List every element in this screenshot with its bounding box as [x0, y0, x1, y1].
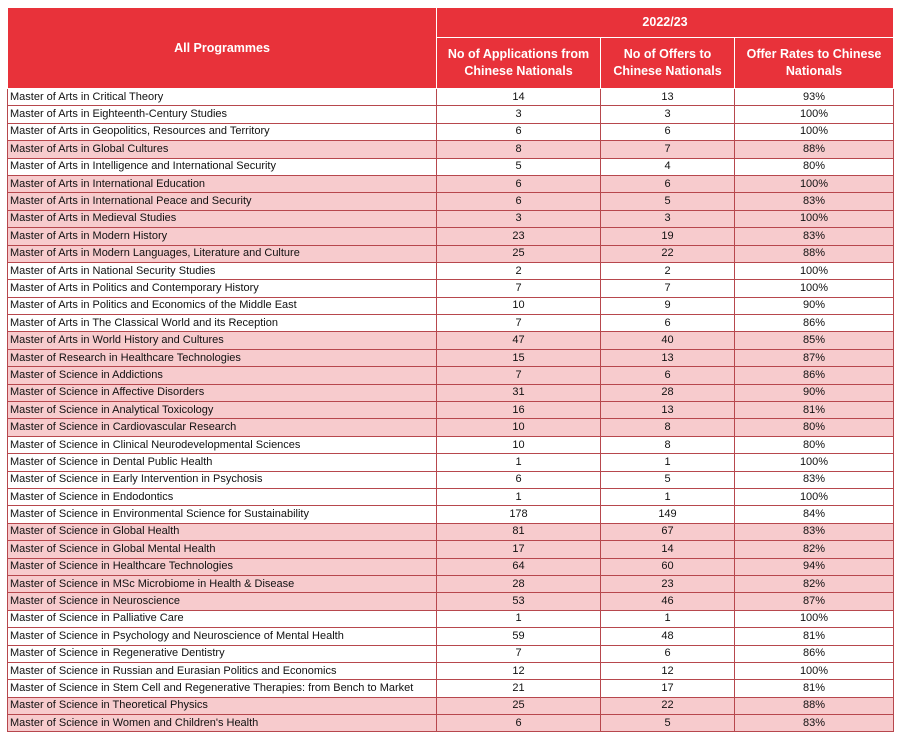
- applications-cell: 31: [437, 384, 601, 401]
- table-row: [8, 123, 894, 140]
- applications-cell: 64: [437, 558, 601, 575]
- offer-rate-cell: 81%: [735, 680, 894, 697]
- offers-cell: 1: [601, 610, 735, 627]
- offers-cell: 19: [601, 228, 735, 245]
- offers-cell: 40: [601, 332, 735, 349]
- programme-name-cell: Master of Arts in World History and Cultures: [8, 332, 437, 349]
- table-row: [8, 436, 894, 453]
- offers-cell: 149: [601, 506, 735, 523]
- header-offers: No of Offers to Chinese Nationals: [601, 38, 735, 89]
- programme-name-cell: Master of Arts in The Classical World and its Reception: [8, 315, 437, 332]
- programme-name-cell: Master of Arts in Intelligence and International Security: [8, 158, 437, 175]
- table-row: [8, 297, 894, 314]
- applications-cell: 7: [437, 645, 601, 662]
- applications-cell: 53: [437, 593, 601, 610]
- table-row: [8, 454, 894, 471]
- offer-rate-cell: 87%: [735, 349, 894, 366]
- offer-rate-cell: 88%: [735, 245, 894, 262]
- programme-name-cell: Master of Science in Healthcare Technologies: [8, 558, 437, 575]
- table-row: [8, 367, 894, 384]
- offers-cell: 6: [601, 645, 735, 662]
- offer-rate-cell: 100%: [735, 454, 894, 471]
- table-row: [8, 628, 894, 645]
- offer-rates-table-container: [7, 7, 893, 732]
- offer-rate-cell: 100%: [735, 106, 894, 123]
- applications-cell: 10: [437, 419, 601, 436]
- applications-cell: 28: [437, 575, 601, 592]
- offer-rate-cell: 100%: [735, 123, 894, 140]
- table-row: [8, 193, 894, 210]
- offers-cell: 28: [601, 384, 735, 401]
- applications-cell: 25: [437, 697, 601, 714]
- offer-rate-cell: 100%: [735, 610, 894, 627]
- offer-rate-cell: 100%: [735, 262, 894, 279]
- applications-cell: 14: [437, 89, 601, 106]
- offers-cell: 4: [601, 158, 735, 175]
- applications-cell: 15: [437, 349, 601, 366]
- offer-rate-cell: 80%: [735, 419, 894, 436]
- offer-rate-cell: 90%: [735, 297, 894, 314]
- applications-cell: 81: [437, 523, 601, 540]
- programme-name-cell: Master of Science in Clinical Neurodevelopmental Sciences: [8, 436, 437, 453]
- offers-cell: 60: [601, 558, 735, 575]
- offer-rate-cell: 87%: [735, 593, 894, 610]
- offers-cell: 6: [601, 175, 735, 192]
- programme-name-cell: Master of Science in Environmental Science for Sustainability: [8, 506, 437, 523]
- programme-name-cell: Master of Arts in Global Cultures: [8, 141, 437, 158]
- programme-name-cell: Master of Science in Regenerative Dentistry: [8, 645, 437, 662]
- table-row: [8, 645, 894, 662]
- table-row: [8, 315, 894, 332]
- table-row: [8, 158, 894, 175]
- offers-cell: 22: [601, 245, 735, 262]
- offer-rate-cell: 82%: [735, 541, 894, 558]
- offer-rate-cell: 100%: [735, 280, 894, 297]
- table-row: [8, 697, 894, 714]
- offer-rate-cell: 85%: [735, 332, 894, 349]
- table-row: [8, 558, 894, 575]
- offers-cell: 6: [601, 315, 735, 332]
- applications-cell: 16: [437, 402, 601, 419]
- offers-cell: 22: [601, 697, 735, 714]
- applications-cell: 3: [437, 106, 601, 123]
- applications-cell: 47: [437, 332, 601, 349]
- programme-name-cell: Master of Arts in Medieval Studies: [8, 210, 437, 227]
- offers-cell: 46: [601, 593, 735, 610]
- offers-cell: 5: [601, 471, 735, 488]
- table-row: [8, 506, 894, 523]
- offers-cell: 7: [601, 280, 735, 297]
- programme-name-cell: Master of Arts in Modern Languages, Literature and Culture: [8, 245, 437, 262]
- offers-cell: 8: [601, 436, 735, 453]
- offer-rate-cell: 100%: [735, 662, 894, 679]
- table-row: [8, 715, 894, 732]
- table-row: [8, 245, 894, 262]
- header-applications: No of Applications from Chinese Nationals: [437, 38, 601, 89]
- offers-cell: 67: [601, 523, 735, 540]
- programme-name-cell: Master of Science in Neuroscience: [8, 593, 437, 610]
- offer-rate-cell: 81%: [735, 402, 894, 419]
- offer-rate-cell: 84%: [735, 506, 894, 523]
- programme-name-cell: Master of Science in Russian and Eurasian Politics and Economics: [8, 662, 437, 679]
- applications-cell: 59: [437, 628, 601, 645]
- applications-cell: 6: [437, 123, 601, 140]
- applications-cell: 10: [437, 297, 601, 314]
- programme-name-cell: Master of Science in Endodontics: [8, 488, 437, 505]
- offers-cell: 6: [601, 123, 735, 140]
- applications-cell: 7: [437, 367, 601, 384]
- offer-rate-cell: 83%: [735, 193, 894, 210]
- offer-rate-cell: 100%: [735, 488, 894, 505]
- table-row: [8, 106, 894, 123]
- offers-cell: 14: [601, 541, 735, 558]
- table-row: [8, 662, 894, 679]
- offers-cell: 5: [601, 715, 735, 732]
- offers-cell: 6: [601, 367, 735, 384]
- programme-name-cell: Master of Research in Healthcare Technologies: [8, 349, 437, 366]
- table-row: [8, 419, 894, 436]
- header-year: 2022/23: [437, 8, 894, 38]
- programme-name-cell: Master of Science in Cardiovascular Research: [8, 419, 437, 436]
- offers-cell: 8: [601, 419, 735, 436]
- table-row: [8, 89, 894, 106]
- table-row: [8, 262, 894, 279]
- applications-cell: 178: [437, 506, 601, 523]
- applications-cell: 10: [437, 436, 601, 453]
- applications-cell: 23: [437, 228, 601, 245]
- programme-name-cell: Master of Arts in Critical Theory: [8, 89, 437, 106]
- programme-name-cell: Master of Arts in International Education: [8, 175, 437, 192]
- offers-cell: 48: [601, 628, 735, 645]
- offer-rate-cell: 94%: [735, 558, 894, 575]
- programme-name-cell: Master of Science in Stem Cell and Regenerative Therapies: from Bench to Market: [8, 680, 437, 697]
- applications-cell: 6: [437, 715, 601, 732]
- offer-rate-cell: 100%: [735, 175, 894, 192]
- applications-cell: 21: [437, 680, 601, 697]
- applications-cell: 1: [437, 610, 601, 627]
- offer-rate-cell: 88%: [735, 697, 894, 714]
- applications-cell: 25: [437, 245, 601, 262]
- table-row: [8, 610, 894, 627]
- offer-rate-cell: 83%: [735, 228, 894, 245]
- table-body: [8, 89, 894, 732]
- applications-cell: 6: [437, 471, 601, 488]
- applications-cell: 6: [437, 175, 601, 192]
- applications-cell: 2: [437, 262, 601, 279]
- table-row: [8, 210, 894, 227]
- offer-rate-cell: 82%: [735, 575, 894, 592]
- table-row: [8, 402, 894, 419]
- offer-rates-table: [7, 7, 894, 732]
- table-row: [8, 680, 894, 697]
- table-row: [8, 384, 894, 401]
- applications-cell: 6: [437, 193, 601, 210]
- programme-name-cell: Master of Science in Analytical Toxicology: [8, 402, 437, 419]
- programme-name-cell: Master of Science in MSc Microbiome in Health & Disease: [8, 575, 437, 592]
- programme-name-cell: Master of Science in Theoretical Physics: [8, 697, 437, 714]
- offers-cell: 13: [601, 89, 735, 106]
- programme-name-cell: Master of Science in Psychology and Neuroscience of Mental Health: [8, 628, 437, 645]
- offer-rate-cell: 88%: [735, 141, 894, 158]
- programme-name-cell: Master of Arts in Modern History: [8, 228, 437, 245]
- table-row: [8, 332, 894, 349]
- programme-name-cell: Master of Arts in Geopolitics, Resources and Territory: [8, 123, 437, 140]
- offer-rate-cell: 90%: [735, 384, 894, 401]
- offers-cell: 1: [601, 488, 735, 505]
- applications-cell: 8: [437, 141, 601, 158]
- table-row: [8, 593, 894, 610]
- offer-rate-cell: 86%: [735, 315, 894, 332]
- table-row: [8, 228, 894, 245]
- applications-cell: 1: [437, 454, 601, 471]
- programme-name-cell: Master of Arts in International Peace and Security: [8, 193, 437, 210]
- programme-name-cell: Master of Science in Palliative Care: [8, 610, 437, 627]
- offer-rate-cell: 80%: [735, 158, 894, 175]
- offers-cell: 17: [601, 680, 735, 697]
- table-row: [8, 575, 894, 592]
- table-row: [8, 280, 894, 297]
- offers-cell: 12: [601, 662, 735, 679]
- offers-cell: 5: [601, 193, 735, 210]
- programme-name-cell: Master of Arts in Eighteenth-Century Studies: [8, 106, 437, 123]
- programme-name-cell: Master of Arts in Politics and Economics of the Middle East: [8, 297, 437, 314]
- offers-cell: 3: [601, 210, 735, 227]
- offer-rate-cell: 80%: [735, 436, 894, 453]
- programme-name-cell: Master of Science in Global Mental Health: [8, 541, 437, 558]
- offers-cell: 7: [601, 141, 735, 158]
- offers-cell: 3: [601, 106, 735, 123]
- programme-name-cell: Master of Science in Dental Public Health: [8, 454, 437, 471]
- programme-name-cell: Master of Science in Addictions: [8, 367, 437, 384]
- header-all-programmes: All Programmes: [8, 8, 437, 89]
- table-row: [8, 175, 894, 192]
- applications-cell: 1: [437, 488, 601, 505]
- applications-cell: 7: [437, 315, 601, 332]
- offers-cell: 13: [601, 349, 735, 366]
- table-row: [8, 141, 894, 158]
- offer-rate-cell: 83%: [735, 715, 894, 732]
- table-header: [8, 8, 894, 89]
- applications-cell: 3: [437, 210, 601, 227]
- programme-name-cell: Master of Science in Early Intervention in Psychosis: [8, 471, 437, 488]
- applications-cell: 5: [437, 158, 601, 175]
- programme-name-cell: Master of Science in Women and Children's Health: [8, 715, 437, 732]
- programme-name-cell: Master of Arts in National Security Studies: [8, 262, 437, 279]
- header-offer-rate: Offer Rates to Chinese Nationals: [735, 38, 894, 89]
- offers-cell: 9: [601, 297, 735, 314]
- offers-cell: 13: [601, 402, 735, 419]
- offer-rate-cell: 100%: [735, 210, 894, 227]
- offer-rate-cell: 81%: [735, 628, 894, 645]
- offers-cell: 23: [601, 575, 735, 592]
- applications-cell: 12: [437, 662, 601, 679]
- offer-rate-cell: 83%: [735, 471, 894, 488]
- table-row: [8, 349, 894, 366]
- table-row: [8, 541, 894, 558]
- offers-cell: 2: [601, 262, 735, 279]
- table-row: [8, 471, 894, 488]
- table-row: [8, 523, 894, 540]
- offer-rate-cell: 86%: [735, 645, 894, 662]
- offer-rate-cell: 86%: [735, 367, 894, 384]
- offer-rate-cell: 83%: [735, 523, 894, 540]
- table-row: [8, 488, 894, 505]
- programme-name-cell: Master of Arts in Politics and Contemporary History: [8, 280, 437, 297]
- applications-cell: 17: [437, 541, 601, 558]
- applications-cell: 7: [437, 280, 601, 297]
- programme-name-cell: Master of Science in Global Health: [8, 523, 437, 540]
- offers-cell: 1: [601, 454, 735, 471]
- offer-rate-cell: 93%: [735, 89, 894, 106]
- programme-name-cell: Master of Science in Affective Disorders: [8, 384, 437, 401]
